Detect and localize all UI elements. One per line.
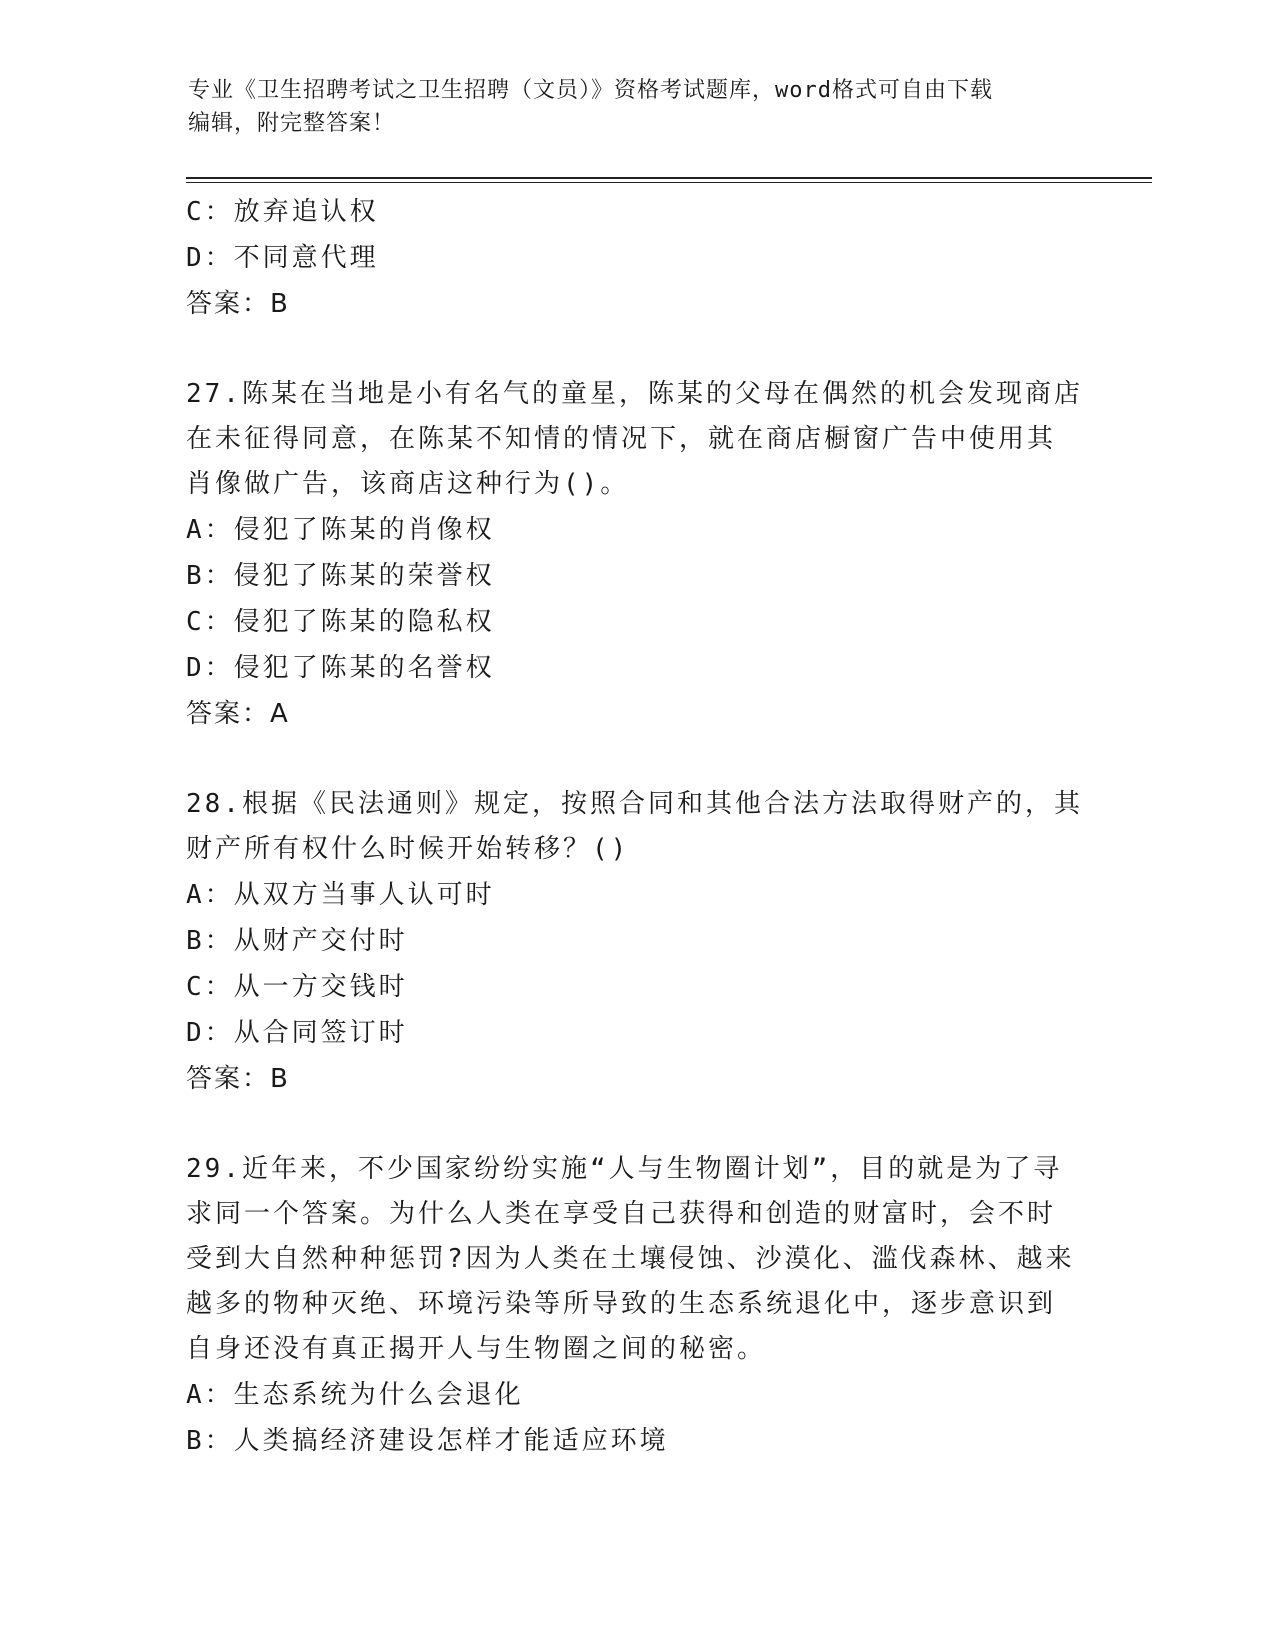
option-a: A：侵犯了陈某的肖像权 xyxy=(186,515,495,545)
option-b: B：从财产交付时 xyxy=(186,926,408,956)
header-divider-thick xyxy=(186,177,1152,179)
question-29 xyxy=(186,1147,1086,1464)
question-stem-line: 自身还没有真正揭开人与生物圈之间的秘密。 xyxy=(186,1334,767,1364)
answer-line: 答案：B xyxy=(186,1064,290,1094)
question-stem-line: 肖像做广告，该商店这种行为()。 xyxy=(186,469,630,499)
answer-line: 答案：A xyxy=(186,699,290,729)
spacer xyxy=(186,737,1086,782)
option-a: A：从双方当事人认可时 xyxy=(186,880,495,910)
question-stem-line: 在未征得同意，在陈某不知情的情况下，就在商店橱窗广告中使用其 xyxy=(186,424,1057,454)
option-d: D：从合同签订时 xyxy=(186,1018,408,1048)
question-28 xyxy=(186,782,1086,1102)
question-stem-line: 27.陈某在当地是小有名气的童星，陈某的父母在偶然的机会发现商店 xyxy=(186,379,1083,409)
question-stem-line: 求同一个答案。为什么人类在享受自己获得和创造的财富时，会不时 xyxy=(186,1199,1057,1229)
question-26 xyxy=(186,189,1086,327)
document-header xyxy=(188,74,1088,140)
option-c: C：侵犯了陈某的隐私权 xyxy=(186,607,495,637)
question-list xyxy=(186,189,1086,1464)
question-stem-line: 29.近年来，不少国家纷纷实施“人与生物圈计划”，目的就是为了寻 xyxy=(186,1154,1063,1184)
question-27 xyxy=(186,372,1086,737)
question-stem-line: 受到大自然种种惩罚?因为人类在土壤侵蚀、沙漠化、滥伐森林、越来 xyxy=(186,1244,1075,1274)
option-d: D：不同意代理 xyxy=(186,243,379,273)
option-b: B：人类搞经济建设怎样才能适应环境 xyxy=(186,1426,669,1456)
question-stem-line: 28.根据《民法通则》规定，按照合同和其他合法方法取得财产的，其 xyxy=(186,789,1083,819)
spacer xyxy=(186,1102,1086,1147)
question-stem-line: 财产所有权什么时候开始转移？() xyxy=(186,834,630,864)
spacer xyxy=(186,327,1086,372)
header-line-1: 专业《卫生招聘考试之卫生招聘（文员）》资格考试题库，word格式可自由下载 xyxy=(188,78,993,103)
header-line-2: 编辑，附完整答案！ xyxy=(188,111,396,136)
option-c: C：放弃追认权 xyxy=(186,197,379,227)
option-c: C：从一方交钱时 xyxy=(186,972,408,1002)
option-a: A：生态系统为什么会退化 xyxy=(186,1380,524,1410)
question-stem-line: 越多的物种灭绝、环境污染等所导致的生态系统退化中，逐步意识到 xyxy=(186,1289,1057,1319)
option-b: B：侵犯了陈某的荣誉权 xyxy=(186,561,495,591)
answer-line: 答案：B xyxy=(186,289,290,319)
header-divider-thin xyxy=(186,182,1152,183)
option-d: D：侵犯了陈某的名誉权 xyxy=(186,653,495,683)
